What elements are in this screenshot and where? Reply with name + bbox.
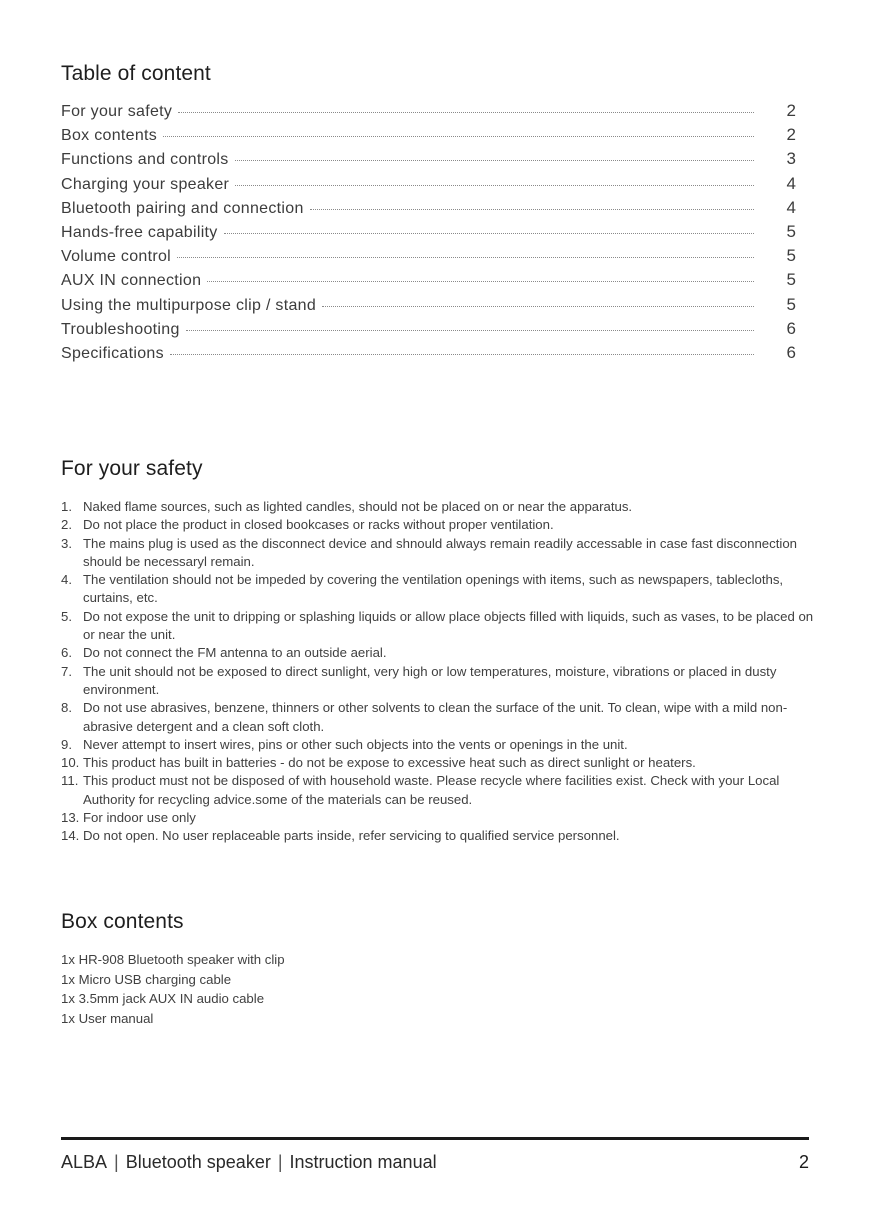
toc-entry[interactable] [61,246,796,270]
item-number: 2. [61,517,72,533]
safety-item [61,644,821,662]
safety-item [61,827,821,845]
toc-entry[interactable] [61,101,796,125]
footer-title [61,1152,437,1173]
item-number: 10. [61,755,80,771]
item-text: Naked flame sources, such as lighted candles, should not be placed on or near the apparatus. [83,499,633,514]
item-number: 9. [61,736,72,752]
item-number: 8. [61,700,72,716]
box-contents-list [61,950,285,1028]
item-number: 1. [61,499,72,514]
toc-entry[interactable] [61,270,796,294]
toc-entry[interactable] [61,174,796,198]
safety-item [61,754,821,772]
dot-leader [186,330,754,331]
box-item: 1x User manual [61,1010,154,1026]
toc-entry[interactable] [61,125,796,149]
safety-title: For your safety [61,457,203,480]
dot-leader [178,112,754,113]
item-number: 6. [61,645,72,661]
safety-item [61,535,821,572]
item-text: Do not expose the unit to dripping or splashing liquids or allow place objects filled with liquids, such as vases, to be placed on or near the unit. [83,608,814,643]
toc-entry-label: Functions and controls [61,151,229,169]
item-number: 11. [61,773,79,789]
toc-entry-label: Box contents [61,127,158,145]
safety-item [61,608,821,645]
item-text: This product has built in batteries - do not be expose to excessive heat such as direct sunlight or heaters. [83,755,696,771]
footer-separator: | [277,1152,283,1172]
toc-entry-label: Using the multipurpose clip / stand [61,296,317,314]
safety-item [61,736,821,754]
dot-leader [177,257,754,258]
toc-entry-page: 5 [786,294,796,314]
item-number: 7. [61,663,72,679]
toc-entry-label: Hands-free capability [61,223,218,241]
safety-item [61,571,821,608]
toc-entry-page: 5 [786,270,796,290]
item-text: Do not place the product in closed bookcases or racks without proper ventilation. [83,517,554,533]
toc-entry-page: 2 [786,101,796,120]
footer-doc: Instruction manual [289,1152,437,1172]
dot-leader [207,281,754,282]
toc-entry-page: 4 [786,173,796,193]
box-item: 1x Micro USB charging cable [61,971,232,987]
safety-item [61,498,821,516]
toc-entry-page: 6 [786,342,796,362]
item-text: The mains plug is used as the disconnect device and shnould always remain readily accessable in case fast disconnection should be necessaryl remain. [83,535,797,569]
footer-separator: | [114,1152,119,1172]
toc-entry-page: 4 [786,197,796,217]
page-footer [61,1152,809,1173]
toc-entry[interactable] [61,149,796,173]
dot-leader [224,233,754,234]
footer-product: Bluetooth speaker [125,1152,271,1172]
toc-entry[interactable] [61,198,796,222]
toc-entry[interactable] [61,222,796,246]
item-text: Do not use abrasives, benzene, thinners or other solvents to clean the surface of the unit. To clean, wipe with a mild non-abrasive detergent and a clean soft cloth. [83,700,788,734]
item-text: The unit should not be exposed to direct sunlight, very high or low temperatures, moisture, vibrations or placed in dusty environment. [83,663,777,697]
dot-leader [235,160,754,161]
item-number: 5. [61,608,72,624]
dot-leader [310,209,754,210]
dot-leader [322,306,754,307]
toc-entry-label: For your safety [61,103,173,120]
safety-list [61,498,821,846]
item-text: The ventilation should not be impeded by covering the ventilation openings with items, such as newspapers, tablecloths, curtains, etc. [83,572,784,606]
item-text: Do not open. No user replaceable parts inside, refer servicing to qualified service personnel. [83,828,620,844]
item-text: For indoor use only [83,810,196,826]
safety-item [61,809,821,827]
item-number: 13. [61,810,80,826]
toc-entry-label: Bluetooth pairing and connection [61,199,304,217]
box-contents-title: Box contents [61,910,184,933]
item-number: 4. [61,572,72,588]
dot-leader [170,354,754,355]
toc-entry-label: Charging your speaker [61,175,230,193]
toc-entry-page: 5 [786,246,796,266]
box-item: 1x HR-908 Bluetooth speaker with clip [61,952,285,967]
toc-entry-label: Troubleshooting [61,320,180,338]
safety-item [61,663,821,700]
toc-entry[interactable] [61,295,796,319]
toc-entry-page: 6 [786,318,796,338]
footer-divider [61,1137,809,1140]
safety-item [61,772,821,809]
toc-entry-label: AUX IN connection [61,272,202,290]
toc-entry-page: 3 [786,149,796,169]
toc-entry-label: Specifications [61,344,164,362]
toc-entry[interactable] [61,343,796,367]
box-item: 1x 3.5mm jack AUX IN audio cable [61,991,265,1006]
item-text: Do not connect the FM antenna to an outside aerial. [83,645,387,661]
safety-item [61,699,821,736]
page-number: 2 [798,1152,809,1172]
item-number: 3. [61,535,72,551]
toc-entry-label: Volume control [61,248,172,266]
toc-title: Table of content [61,62,211,85]
toc-entry-page: 2 [786,125,796,145]
item-text: This product must not be disposed of with household waste. Please recycle where facilities exist. Check with your Local Authority for recycling advice.some of the materials can be reused. [83,773,780,807]
safety-item [61,516,821,534]
footer-brand: ALBA [61,1152,108,1172]
item-text: Never attempt to insert wires, pins or other such objects into the vents or openings in the unit. [83,736,628,752]
item-number: 14. [61,828,80,844]
toc-entry-page: 5 [786,221,796,241]
dot-leader [163,136,754,137]
toc-entry[interactable] [61,319,796,343]
dot-leader [235,185,754,186]
table-of-contents [61,101,796,367]
